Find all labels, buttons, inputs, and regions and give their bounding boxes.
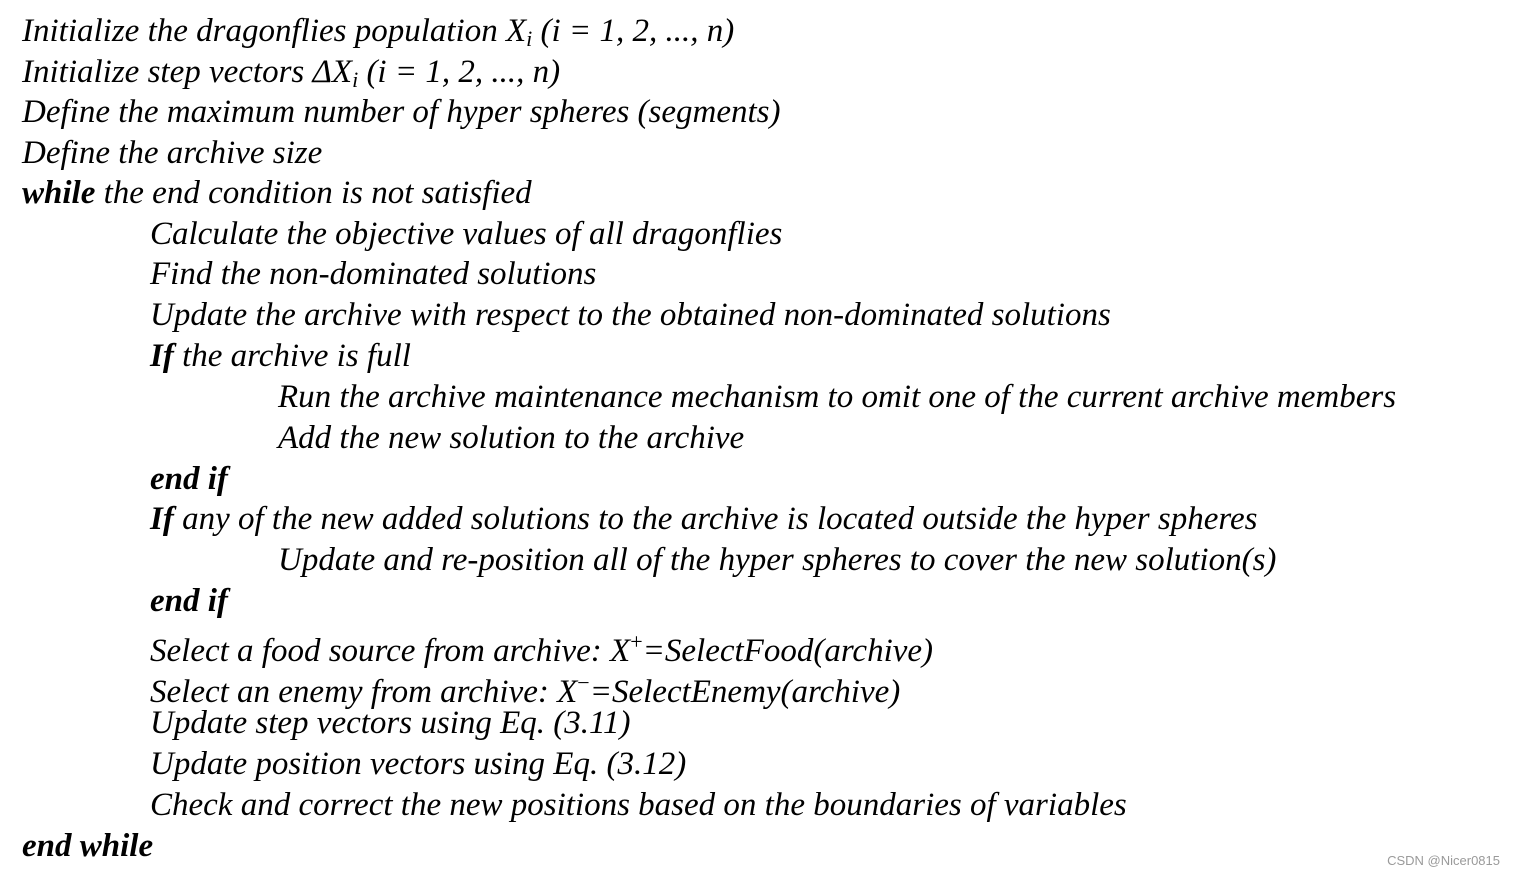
subscript: i: [352, 67, 359, 92]
line-end-while: [22, 826, 153, 866]
superscript: −: [577, 670, 590, 695]
line-text: any of the new added solutions to the archive is located outside the hyper spheres: [173, 501, 1258, 537]
line-define-archive-size: [22, 133, 322, 173]
line-end-if-1: [150, 459, 228, 499]
line-text: Add the new solution to the archive: [278, 420, 745, 456]
line-update-position-vectors: [150, 744, 686, 784]
line-update-archive: [150, 295, 1111, 335]
line-text: Select a food source from archive: X: [150, 633, 631, 669]
line-define-hyper-spheres: [22, 92, 781, 132]
line-update-step-vectors: [150, 703, 631, 743]
line-text: =SelectFood(archive): [642, 633, 934, 669]
keyword-if: If: [150, 338, 174, 374]
line-text: Define the maximum number of hyper spheres (segments): [22, 94, 781, 130]
line-text: Update position vectors using Eq. (3.12): [150, 746, 687, 782]
line-text: Initialize step vectors ΔX: [22, 54, 353, 90]
line-text: Select an enemy from archive: X: [150, 674, 578, 710]
line-check-boundaries: [150, 785, 1127, 825]
line-while: [22, 173, 532, 213]
line-text: Check and correct the new positions based on the boundaries of variables: [150, 787, 1127, 823]
superscript: +: [630, 629, 643, 654]
line-text: the end condition is not satisfied: [95, 175, 532, 211]
line-text: (i = 1, 2, ..., n): [358, 54, 561, 90]
line-text: Update the archive with respect to the obtained non-dominated solutions: [150, 297, 1111, 333]
keyword-while: while: [22, 175, 96, 211]
line-text: Update step vectors using Eq. (3.11): [150, 705, 631, 741]
line-if-outside-spheres: [150, 499, 1257, 539]
line-end-if-2: [150, 581, 228, 621]
line-run-maintenance: [278, 377, 1396, 417]
keyword-end-while: end while: [22, 828, 154, 864]
line-text: Find the non-dominated solutions: [150, 256, 597, 292]
line-text: the archive is full: [173, 338, 411, 374]
line-if-archive-full: [150, 336, 411, 376]
line-text: Calculate the objective values of all dragonflies: [150, 216, 783, 252]
line-calculate-objectives: [150, 214, 782, 254]
watermark: CSDN @Nicer0815: [1387, 853, 1500, 868]
keyword-end-if: end if: [150, 583, 228, 619]
line-find-non-dominated: [150, 254, 596, 294]
keyword-end-if: end if: [150, 461, 228, 497]
line-text: Run the archive maintenance mechanism to omit one of the current archive members: [278, 379, 1397, 415]
line-add-new-solution: [278, 418, 744, 458]
line-text: Update and re-position all of the hyper spheres to cover the new solution(s): [278, 542, 1277, 578]
line-text: Define the archive size: [22, 135, 323, 171]
subscript: i: [526, 26, 533, 51]
line-text: Initialize the dragonflies population X: [22, 13, 527, 49]
keyword-if: If: [150, 501, 174, 537]
line-text: (i = 1, 2, ..., n): [532, 13, 735, 49]
line-reposition-spheres: [278, 540, 1276, 580]
line-text: =SelectEnemy(archive): [589, 674, 901, 710]
